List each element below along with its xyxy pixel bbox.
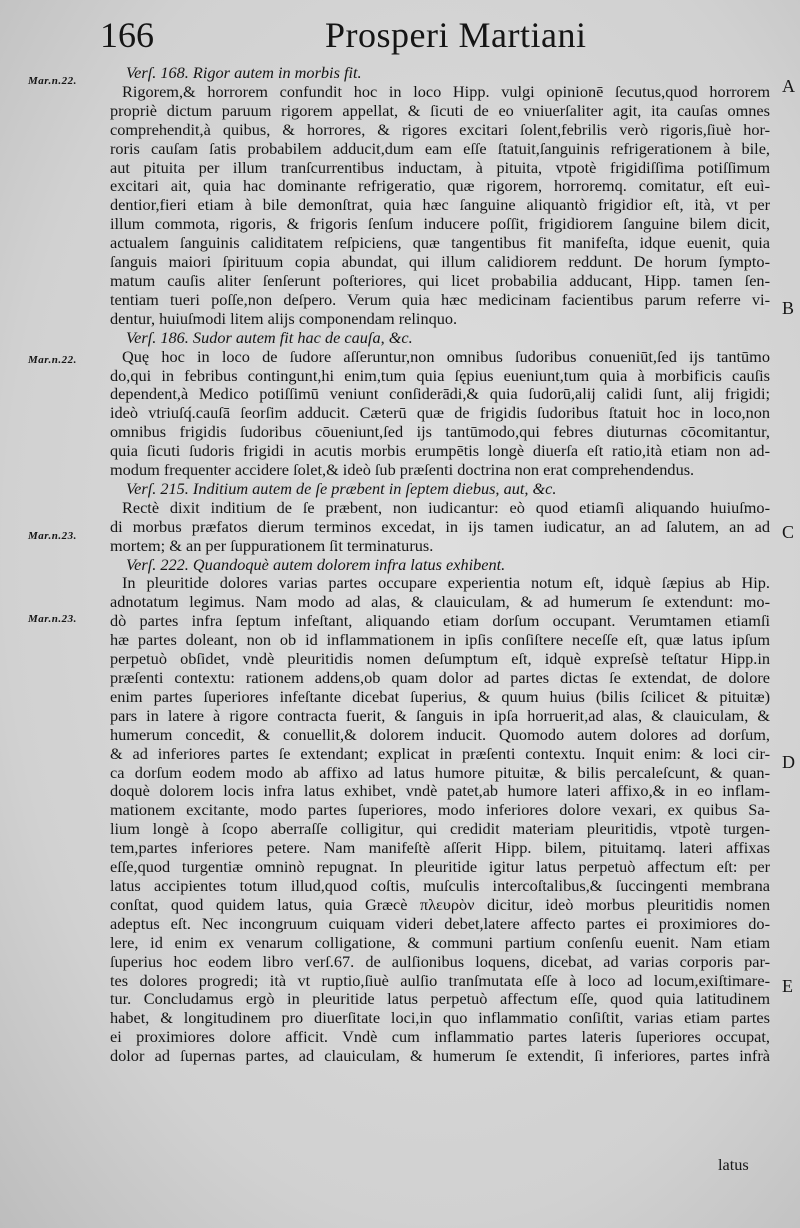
section-letter: E bbox=[782, 976, 793, 996]
text-line: Rectè dixit inditium de ſe præbent, non iudicantur: eò quod etiamſi aliquando huiuſmo- bbox=[122, 497, 770, 517]
text-line: propriè dictum paruum rigorem appellat, & ſicuti de eo vniuerſaliter agit, ita cauſas omnes bbox=[110, 100, 770, 120]
text-line: humerum concedit, & conuellit,& dolorem inducit. Quomodo autem dolores ad dorſum, bbox=[110, 724, 770, 744]
verse-reference-line: Verſ. 215. Inditium autem de ſe præbent in ſeptem diebus, aut, &c. bbox=[126, 478, 557, 498]
text-line: lere, id enim ex venarum colligatione, & communi partium conſenſu euenit. Nam etiam bbox=[110, 932, 770, 952]
text-line: adeptus eſt. Nec incongruum cuiquam videri debet,latere affecto partes ei proximiores do- bbox=[110, 913, 770, 933]
section-letter: A bbox=[782, 76, 795, 96]
text-line: dò partes infra ſeptum infeſtant, aliquando etiam dorſum occupant. Verumtamen etiamſi bbox=[110, 611, 770, 631]
text-line: di morbus præfatos dierum terminos excedat, in ijs tamen iudicatur, an ad ſalutem, an ad bbox=[110, 516, 770, 536]
text-line: ideò vtriuſq́.cauſā ſeorſim adducit. Cæterū quæ de frigidis ſudoribus ſtatuit hoc in loco,non bbox=[110, 403, 770, 423]
text-line: Quę hoc in loco de ſudore aſſeruntur,non omnibus ſudoribus conueniūt,ſed ijs tantūmo bbox=[122, 346, 770, 366]
text-line: lium longè à ſcopo aberraſſe colligitur, qui credidit materiam pleuritidis, vtpotè turgen- bbox=[110, 819, 770, 839]
text-line: doquè dolorem locis infra latus exhibet, vndè patet,ab humore lateri affixo,& in eo inflam- bbox=[110, 781, 770, 801]
margin-note: Mar.n.22. bbox=[28, 354, 77, 366]
text-line: modum frequenter accidere ſolet,& ideò ſub præſenti doctrina non erat comprehendendus. bbox=[110, 460, 695, 480]
text-line: hæ partes doleant, non ob id inflammationem in ipſis conſiſtere neceſſe eſt, quæ latus ipſum bbox=[110, 630, 770, 650]
section-letter: D bbox=[782, 752, 795, 772]
margin-note: Mar.n.23. bbox=[28, 530, 77, 542]
text-line: dentur, huiuſmodi litem alijs componendam relinquo. bbox=[110, 308, 458, 328]
text-line: mortem; & an per ſuppurationem ſit terminaturus. bbox=[110, 535, 434, 555]
text-line: perpetuò obſidet, vndè pleuritidis nomen deſumptum eſt, idquè expreſsè teſtatur Hipp.in bbox=[110, 649, 770, 669]
text-line: & ad inferiores partes ſe extendant; explicat in præſenti contextu. Inquit enim: & loci cir- bbox=[110, 743, 770, 763]
section-letter: B bbox=[782, 298, 795, 318]
text-line: do,qui in febribus contingunt,hi enim,tum quia ſępius eueniunt,tum quia à morbificis cauſis bbox=[110, 365, 770, 385]
text-line: aut pituita per illum tranſcurrentibus inductam, à pituita, vtpotè frigidiſſima potiſſimum bbox=[110, 157, 770, 177]
text-line: adnotatum legimus. Nam modo ad alas, & clauiculam, & ad humerum ſe extendunt: mo- bbox=[110, 592, 770, 612]
text-line: comprehendit,à quibus, & horrores, & rigores excitari ſolent,febrilis verò rigoris,ſiuè hor- bbox=[110, 119, 770, 139]
text-line: matum cauſis aliter ſenſerunt poſteriores, qui licet probabilia adducant, Hipp. tamen ſen- bbox=[110, 270, 770, 290]
verse-reference-line: Verſ. 222. Quandoquè autem dolorem infra latus exhibent. bbox=[126, 554, 506, 574]
text-line: dentior,fieri etiam à bile demonſtrat, quia hæc ſanguine aliquantò frigidior eſt, ità, vt per bbox=[110, 195, 770, 215]
text-line: tes dolores progredi; ità vt ruptio,ſiuè aulſio tranſmutata eſſe à loco ad locum,exiſtimare- bbox=[110, 970, 770, 990]
text-line: actualem ſanguinis caliditatem reſpiciens, quæ tangentibus fit manifeſta, idque euenit, quia bbox=[110, 233, 770, 253]
text-line: mationem excitante, modo partes ſuperiores, modo inferiores dolore vexari, ex quibus Sa- bbox=[110, 800, 770, 820]
text-line: excitari ait, quia hac dominante refrigeratio, quæ rigorem, horroremq. comitatur, eſt euì- bbox=[110, 176, 770, 196]
text-line: ſanguis maiori ſpirituum copia abundat, qui illum calidiorem reddunt. De horum ſympto- bbox=[110, 252, 770, 272]
text-line: habet, & longitudinem pro diuerſitate loci,in quo inflammatio conſiſtit, varias etiam partes bbox=[110, 1008, 770, 1028]
text-line: præſenti contextu: rationem addens,ob quam dolor ad partes dictas ſe extendat, de dolore bbox=[110, 668, 770, 687]
text-line: tur. Concludamus ergò in pleuritide latus perpetuò affectum eſſe, quod quia latitudinem bbox=[110, 989, 770, 1009]
text-line: latus accipientes totum illud,quod coſtis, muſculis intercoſtalibus,& ſuccingenti membrana bbox=[110, 875, 770, 895]
catchword: latus bbox=[718, 1155, 749, 1174]
margin-note: Mar.n.23. bbox=[28, 613, 77, 625]
verse-reference-line: Verſ. 168. Rigor autem in morbis fit. bbox=[126, 63, 362, 82]
text-line: illum commota, rigoris, & frigoris ſenſum inducere poſſit, frigidiorem ſanguine bilem dicit, bbox=[110, 214, 770, 234]
text-line: tentiam tueri poſſe,non deſpero. Verum quia hæc medicinam facientibus parum referre vi- bbox=[110, 289, 770, 309]
text-line: conſtat, quod quidem latus, quia Græcè πλευρὸν dicitur, ideò morbus pleuritidis nomen bbox=[110, 894, 770, 914]
text-line: ei proximiores dolore afficit. Vndè cum inflammatio partes lateris ſuperiores occupat, bbox=[110, 1027, 770, 1047]
text-line: dolor ad ſupernas partes, ad clauiculam, & humerum ſe extendit, ſi inferiores, partes infrà bbox=[110, 1046, 770, 1066]
text-line: In pleuritide dolores varias partes occupare experientia notum eſt, idquè ſæpius ab Hip. bbox=[122, 573, 770, 593]
text-line: quia ſicuti ſudoris frigidi in acutis morbis erumpētis longè diuerſa eſt ratio,ità etiam non ad- bbox=[110, 441, 770, 461]
section-letter: C bbox=[782, 522, 795, 542]
text-line: ſuperius hoc eodem libro verſ.67. de aulſionibus loquens, dicebat, ad varias corporis par- bbox=[110, 951, 770, 971]
text-line: eſſe,quod turgentiæ omninò repugnat. In pleuritide igitur latus perpetuò affectum eſt: per bbox=[110, 857, 770, 877]
text-line: omnibus frigidis ſudoribus cōueniunt,ſed ijs tantūmodo,qui febres diuturnas cōcomitantur, bbox=[110, 422, 770, 442]
text-line: dependent,à Medico potiſſimū veniunt conſiderādi,& quia ſudorū,alij calidi ſunt, alij frigidi; bbox=[110, 384, 770, 404]
margin-note: Mar.n.22. bbox=[28, 75, 77, 87]
verse-reference-line: Verſ. 186. Sudor autem fit hac de cauſa, &c. bbox=[126, 327, 413, 347]
page-number: 166 bbox=[100, 15, 154, 55]
body-text bbox=[110, 64, 770, 1066]
text-line: tem,partes inferiores petere. Nam manifeſtè aſſerit Hipp. bilem, pituitamq. lateri affixas bbox=[110, 838, 770, 858]
running-head: Prosperi Martiani bbox=[325, 15, 587, 55]
text-line: pars in latere à rigore contracta fuerit, & ſanguis in ipſa horruerit,ad alas, & clauiculam, & bbox=[110, 705, 770, 725]
text-line: Rigorem,& horrorem confundit hoc in loco Hipp. vulgi opinionē ſecutus,quod horrorem bbox=[122, 81, 770, 101]
text-line: ca dorſum eodem modo ab affixo ad latus humore pituitæ, & bilis percaleſcunt, & quan- bbox=[110, 762, 770, 782]
text-line: roris cauſam ſatis probabilem adducit,dum eam eſſe ſtatuit,ſanguinis refrigerationem à bile, bbox=[110, 138, 770, 158]
text-line: enim partes ſuperiores infeſtante dicebat ſuperius, & quum huius (bilis ſcilicet & pituitæ) bbox=[110, 686, 770, 706]
